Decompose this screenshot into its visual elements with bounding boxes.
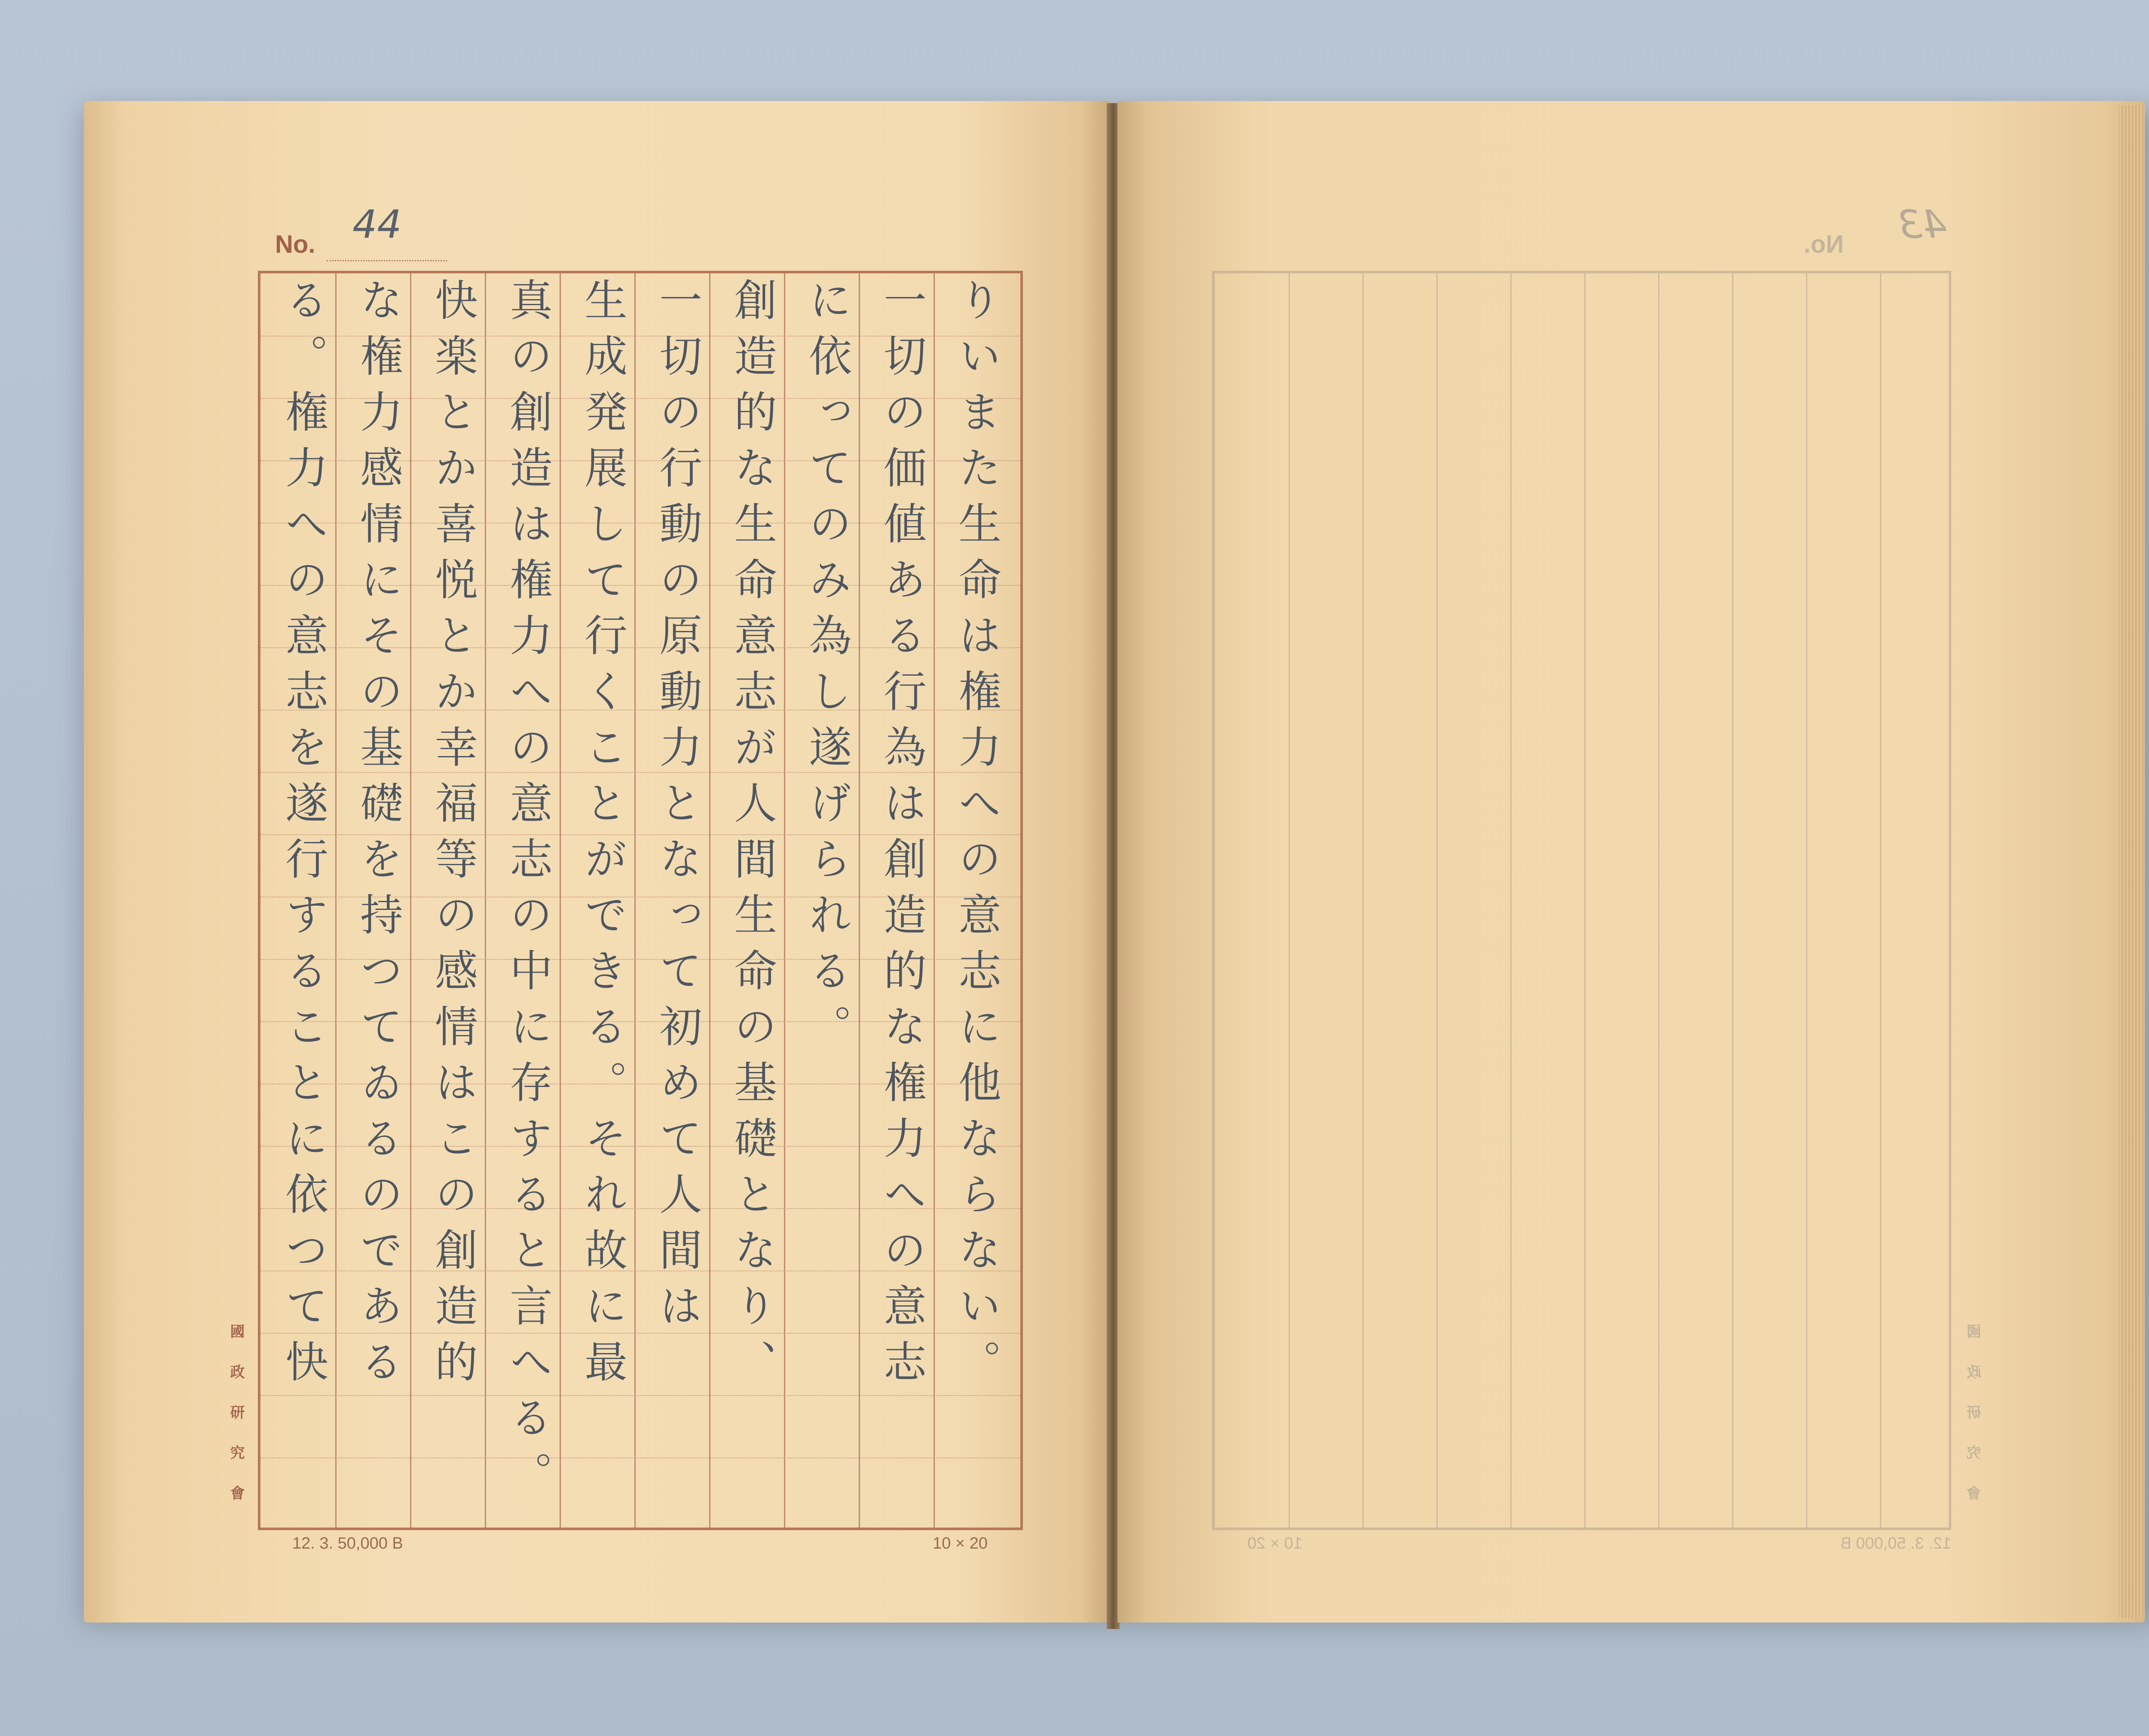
manuscript-column-7: 真の創造は権力への意志の中に存すると言へる。 [502,278,553,1507]
grid-column-divider [1584,273,1586,1528]
right-page-header [1771,202,1986,266]
grid-column-divider [1658,273,1659,1528]
left-manuscript-grid [258,271,1023,1530]
manuscript-column-2: 一切の価値ある行為は創造的な権力への意志 [876,278,927,1395]
manuscript-column-5: 一切の行動の原動力となって初めて人間は [652,278,702,1339]
left-page-number: 44 [352,202,402,247]
right-publisher-label: 國政研究會 [1967,1324,1984,1526]
grid-column-divider [485,273,486,1528]
grid-column-divider [1289,273,1290,1528]
manuscript-column-6: 生成発展して行くことができる。それ故に最 [577,278,628,1395]
grid-column-divider [560,273,561,1528]
grid-column-divider [1436,273,1438,1528]
grid-column-divider [859,273,860,1528]
grid-column-divider [1880,273,1881,1528]
right-footer-grid-wrap [1216,1534,1302,1560]
right-footer-grid-size: 10 × 20 [1247,1534,1302,1552]
grid-column-divider [1362,273,1364,1528]
right-footer-code: 12. 3. 50,000 B [1840,1534,1951,1552]
right-publisher-label-wrap [1960,1324,1986,1539]
manuscript-column-10: る。権力への意志を遂行することに依つて快 [278,278,328,1395]
grid-column-divider [709,273,710,1528]
grid-column-divider [784,273,785,1528]
grid-column-divider [410,273,411,1528]
manuscript-column-3: に依ってのみ為し遂げられる。 [802,278,852,1060]
right-page-no-label: No. [1803,230,1844,258]
left-page-number-underline [327,260,447,261]
grid-row-guide [260,1395,1020,1396]
right-page-number: 43 [1898,202,1947,247]
manuscript-column-4: 創造的な生命意志が人間生命の基礎となり、 [727,278,777,1395]
grid-column-divider [934,273,935,1528]
right-footer-code-wrap [1779,1534,1951,1560]
left-footer-grid-size: 10 × 20 [933,1534,988,1552]
left-footer-code: 12. 3. 50,000 B [292,1534,403,1552]
right-manuscript-grid-showthrough [1212,271,1951,1530]
grid-column-divider [1806,273,1807,1528]
grid-column-divider [1510,273,1512,1528]
page-stack-edges [2119,105,2145,1618]
grid-row-guide [260,1457,1020,1458]
grid-column-divider [634,273,636,1528]
manuscript-column-9: な権力感情にその基礎を持つてゐるのである [353,278,403,1395]
grid-column-divider [1732,273,1733,1528]
left-page-no-label: No. [275,230,315,258]
left-publisher-label: 國政研究會 [227,1324,245,1526]
manuscript-column-1: りいまた生命は権力への意志に他ならない。 [951,278,1001,1395]
grid-column-divider [335,273,337,1528]
manuscript-column-8: 快楽とか喜悦とか幸福等の感情はこの創造的 [428,278,478,1395]
